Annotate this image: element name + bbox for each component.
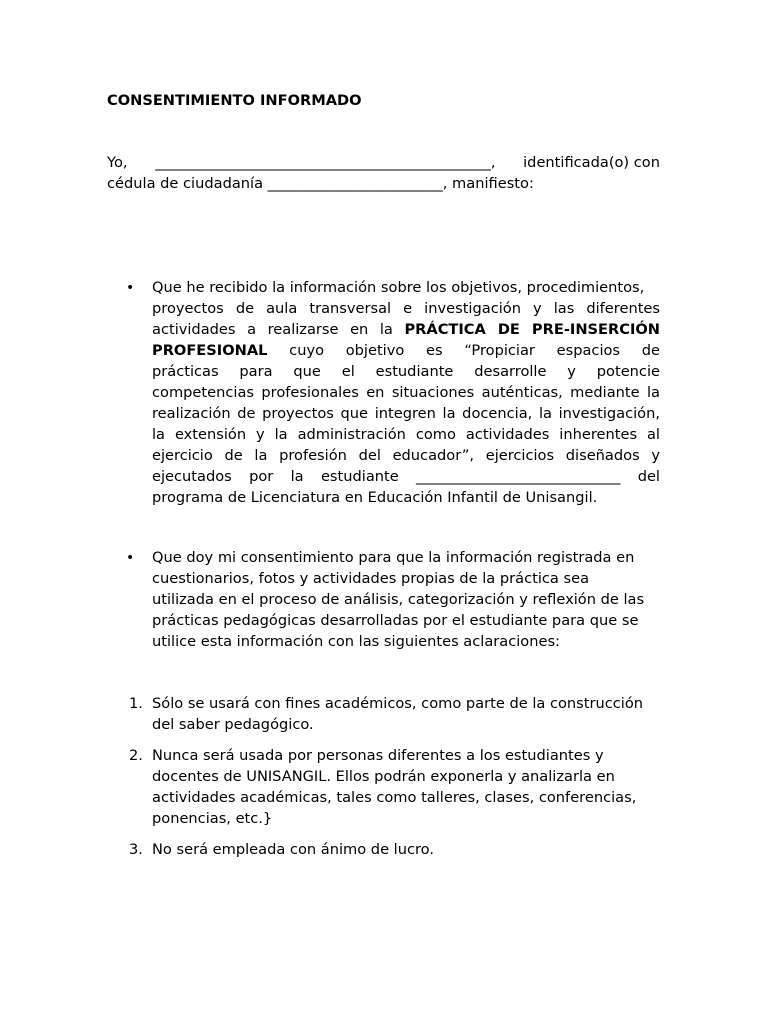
list-number: 2. xyxy=(129,747,143,764)
text-line: actividades académicas, tales como talleres, clases, conferencias, xyxy=(152,789,637,806)
text-line xyxy=(152,361,660,382)
text-line: Nunca será usada por personas diferentes a los estudiantes y xyxy=(152,747,604,764)
text-line xyxy=(152,340,660,361)
intro-line-1 xyxy=(107,152,660,173)
text-segment: ejercicio de la profesión del educador”, ejercicios diseñados y xyxy=(152,447,660,464)
text-line xyxy=(152,319,660,340)
text-segment: proyectos de aula transversal e investigación y las diferentes xyxy=(152,300,660,317)
intro-identificada: identificada(o) con xyxy=(523,154,660,171)
text-line: prácticas pedagógicas desarrolladas por el estudiante para que se xyxy=(152,612,639,629)
list-item xyxy=(107,693,660,735)
text-line xyxy=(152,298,660,319)
profesional-bold: PROFESIONAL xyxy=(152,342,268,359)
text-line xyxy=(152,445,660,466)
text-segment: competencias profesionales en situaciones auténticas, mediante la xyxy=(152,384,660,401)
text-line: cuestionarios, fotos y actividades propias de la práctica sea xyxy=(152,570,590,587)
clarifications-list xyxy=(107,693,660,860)
text-line xyxy=(152,403,660,424)
practica-title-bold: PRÁCTICA DE PRE-INSERCIÓN xyxy=(404,321,661,338)
bullet-marker-1: • xyxy=(126,280,135,296)
text-segment: la extensión y la administración como actividades inherentes al xyxy=(152,426,660,443)
document-title: CONSENTIMIENTO INFORMADO xyxy=(107,92,362,109)
text-line xyxy=(152,424,660,445)
text-line: No será empleada con ánimo de lucro. xyxy=(152,841,434,858)
text-line: utilizada en el proceso de análisis, categorización y reflexión de las xyxy=(152,591,645,608)
text-line xyxy=(152,382,660,403)
text-line: docentes de UNISANGIL. Ellos podrán exponerla y analizarla en xyxy=(152,768,615,785)
student-name-blank-line: ejecutados por la estudiante ____________________________ del xyxy=(152,468,660,485)
intro-yo: Yo, xyxy=(107,154,128,171)
name-blank: ______________________________________________, xyxy=(155,154,496,171)
text-segment: prácticas para que el estudiante desarrolle y potencie xyxy=(152,363,660,380)
text-segment: programa de Licenciatura en Educación Infantil de Unisangil. xyxy=(152,489,598,506)
list-item xyxy=(107,745,660,829)
text-line: utilice esta información con las siguientes aclaraciones: xyxy=(152,633,560,650)
intro-paragraph xyxy=(107,152,660,194)
bullet-item-information xyxy=(152,277,660,508)
text-line: ponencias, etc.} xyxy=(152,810,273,827)
text-segment: actividades a realizarse en la xyxy=(152,321,393,338)
list-number: 3. xyxy=(129,841,143,858)
text-segment: realización de proyectos que integren la docencia, la investigación, xyxy=(152,405,660,422)
text-line xyxy=(152,277,660,298)
bullet-marker-2: • xyxy=(126,550,135,566)
text-line: Que doy mi consentimiento para que la información registrada en xyxy=(152,549,635,566)
intro-line-2: cédula de ciudadanía ________________________, manifiesto: xyxy=(107,175,534,192)
bullet-item-consent xyxy=(152,547,660,652)
text-segment: cuyo objetivo es “Propiciar espacios de xyxy=(289,342,661,359)
text-line xyxy=(152,466,660,487)
text-line: Sólo se usará con fines académicos, como parte de la construcción xyxy=(152,695,644,712)
text-line: del saber pedagógico. xyxy=(152,716,314,733)
list-item xyxy=(107,839,660,860)
text-line xyxy=(152,487,660,508)
text-segment: Que he recibido la información sobre los objetivos, procedimientos, xyxy=(152,279,645,296)
list-number: 1. xyxy=(129,695,143,712)
